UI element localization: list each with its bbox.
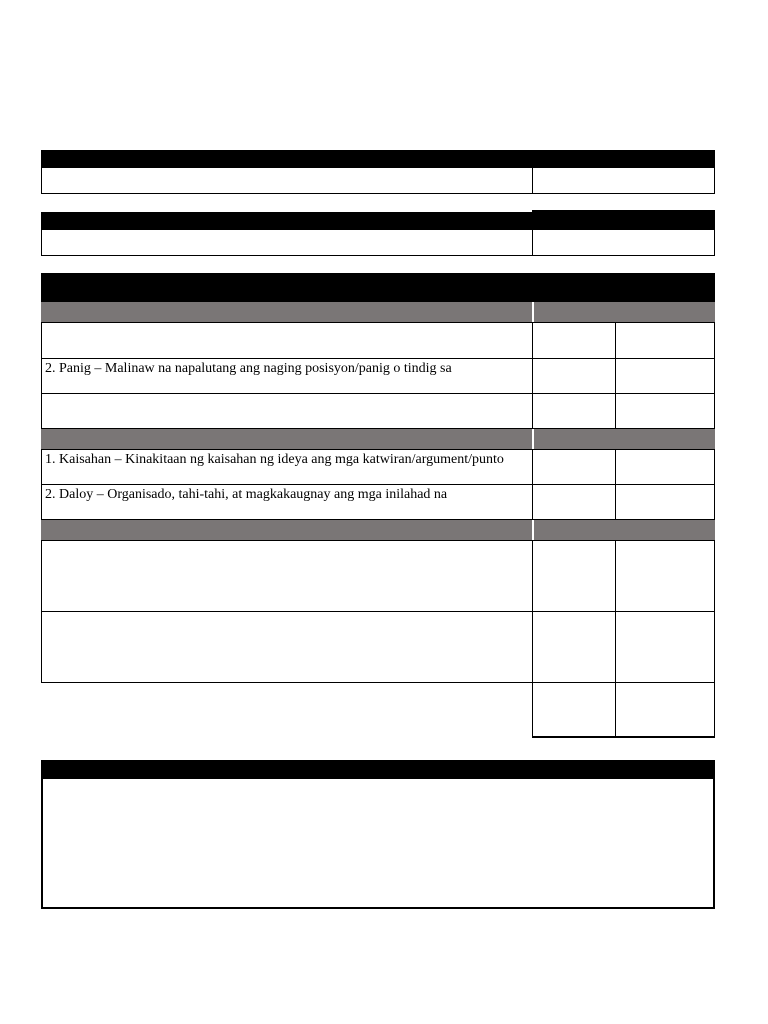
score-cell-6a[interactable]: [532, 540, 616, 612]
score-cell-2b[interactable]: [615, 358, 715, 394]
score-cell-3b[interactable]: [615, 393, 715, 429]
section2-bar-right: [534, 429, 715, 449]
block1-right-cell[interactable]: [532, 167, 715, 194]
criteria-row-6: [41, 540, 533, 612]
comments-box[interactable]: [41, 777, 715, 909]
total-cell-b[interactable]: [615, 682, 715, 738]
total-cell-a[interactable]: [532, 682, 616, 738]
criteria-row-7: [41, 611, 533, 683]
score-cell-5b[interactable]: [615, 484, 715, 520]
section2-bar-left: [41, 429, 532, 449]
section3-bar-right: [534, 520, 715, 540]
score-cell-6b[interactable]: [615, 540, 715, 612]
block2-header-bar-right: [532, 210, 715, 229]
block2-left-cell[interactable]: [41, 229, 533, 256]
score-cell-2a[interactable]: [532, 358, 616, 394]
rubric-header-bar: [41, 273, 715, 302]
score-cell-7a[interactable]: [532, 611, 616, 683]
criteria-row-5: [41, 484, 533, 520]
criteria-row-1: [41, 322, 533, 359]
score-cell-1a[interactable]: [532, 322, 616, 359]
score-cell-3a[interactable]: [532, 393, 616, 429]
criteria-row-4-text: 1. Kaisahan – Kinakitaan ng kaisahan ng ideya ang mga katwiran/argument/punto: [45, 452, 504, 467]
criteria-row-5-text: 2. Daloy – Organisado, tahi-tahi, at magkakaugnay ang mga inilahad na: [45, 487, 448, 502]
score-cell-7b[interactable]: [615, 611, 715, 683]
score-cell-1b[interactable]: [615, 322, 715, 359]
criteria-row-3: [41, 393, 533, 429]
section3-bar-left: [41, 520, 532, 540]
block1-left-cell[interactable]: [41, 167, 533, 194]
comments-header-bar: [41, 760, 715, 778]
score-cell-4b[interactable]: [615, 449, 715, 485]
criteria-row-4: [41, 449, 533, 485]
criteria-row-2: [41, 358, 533, 394]
score-cell-4a[interactable]: [532, 449, 616, 485]
criteria-row-2-text: 2. Panig – Malinaw na napalutang ang naging posisyon/panig o tindig sa: [45, 361, 452, 376]
score-cell-5a[interactable]: [532, 484, 616, 520]
block2-header-bar-left: [41, 212, 533, 229]
block1-header-bar: [41, 150, 715, 167]
section1-bar-left: [41, 302, 532, 322]
section1-bar-right: [534, 302, 715, 322]
block2-right-cell[interactable]: [532, 229, 715, 256]
